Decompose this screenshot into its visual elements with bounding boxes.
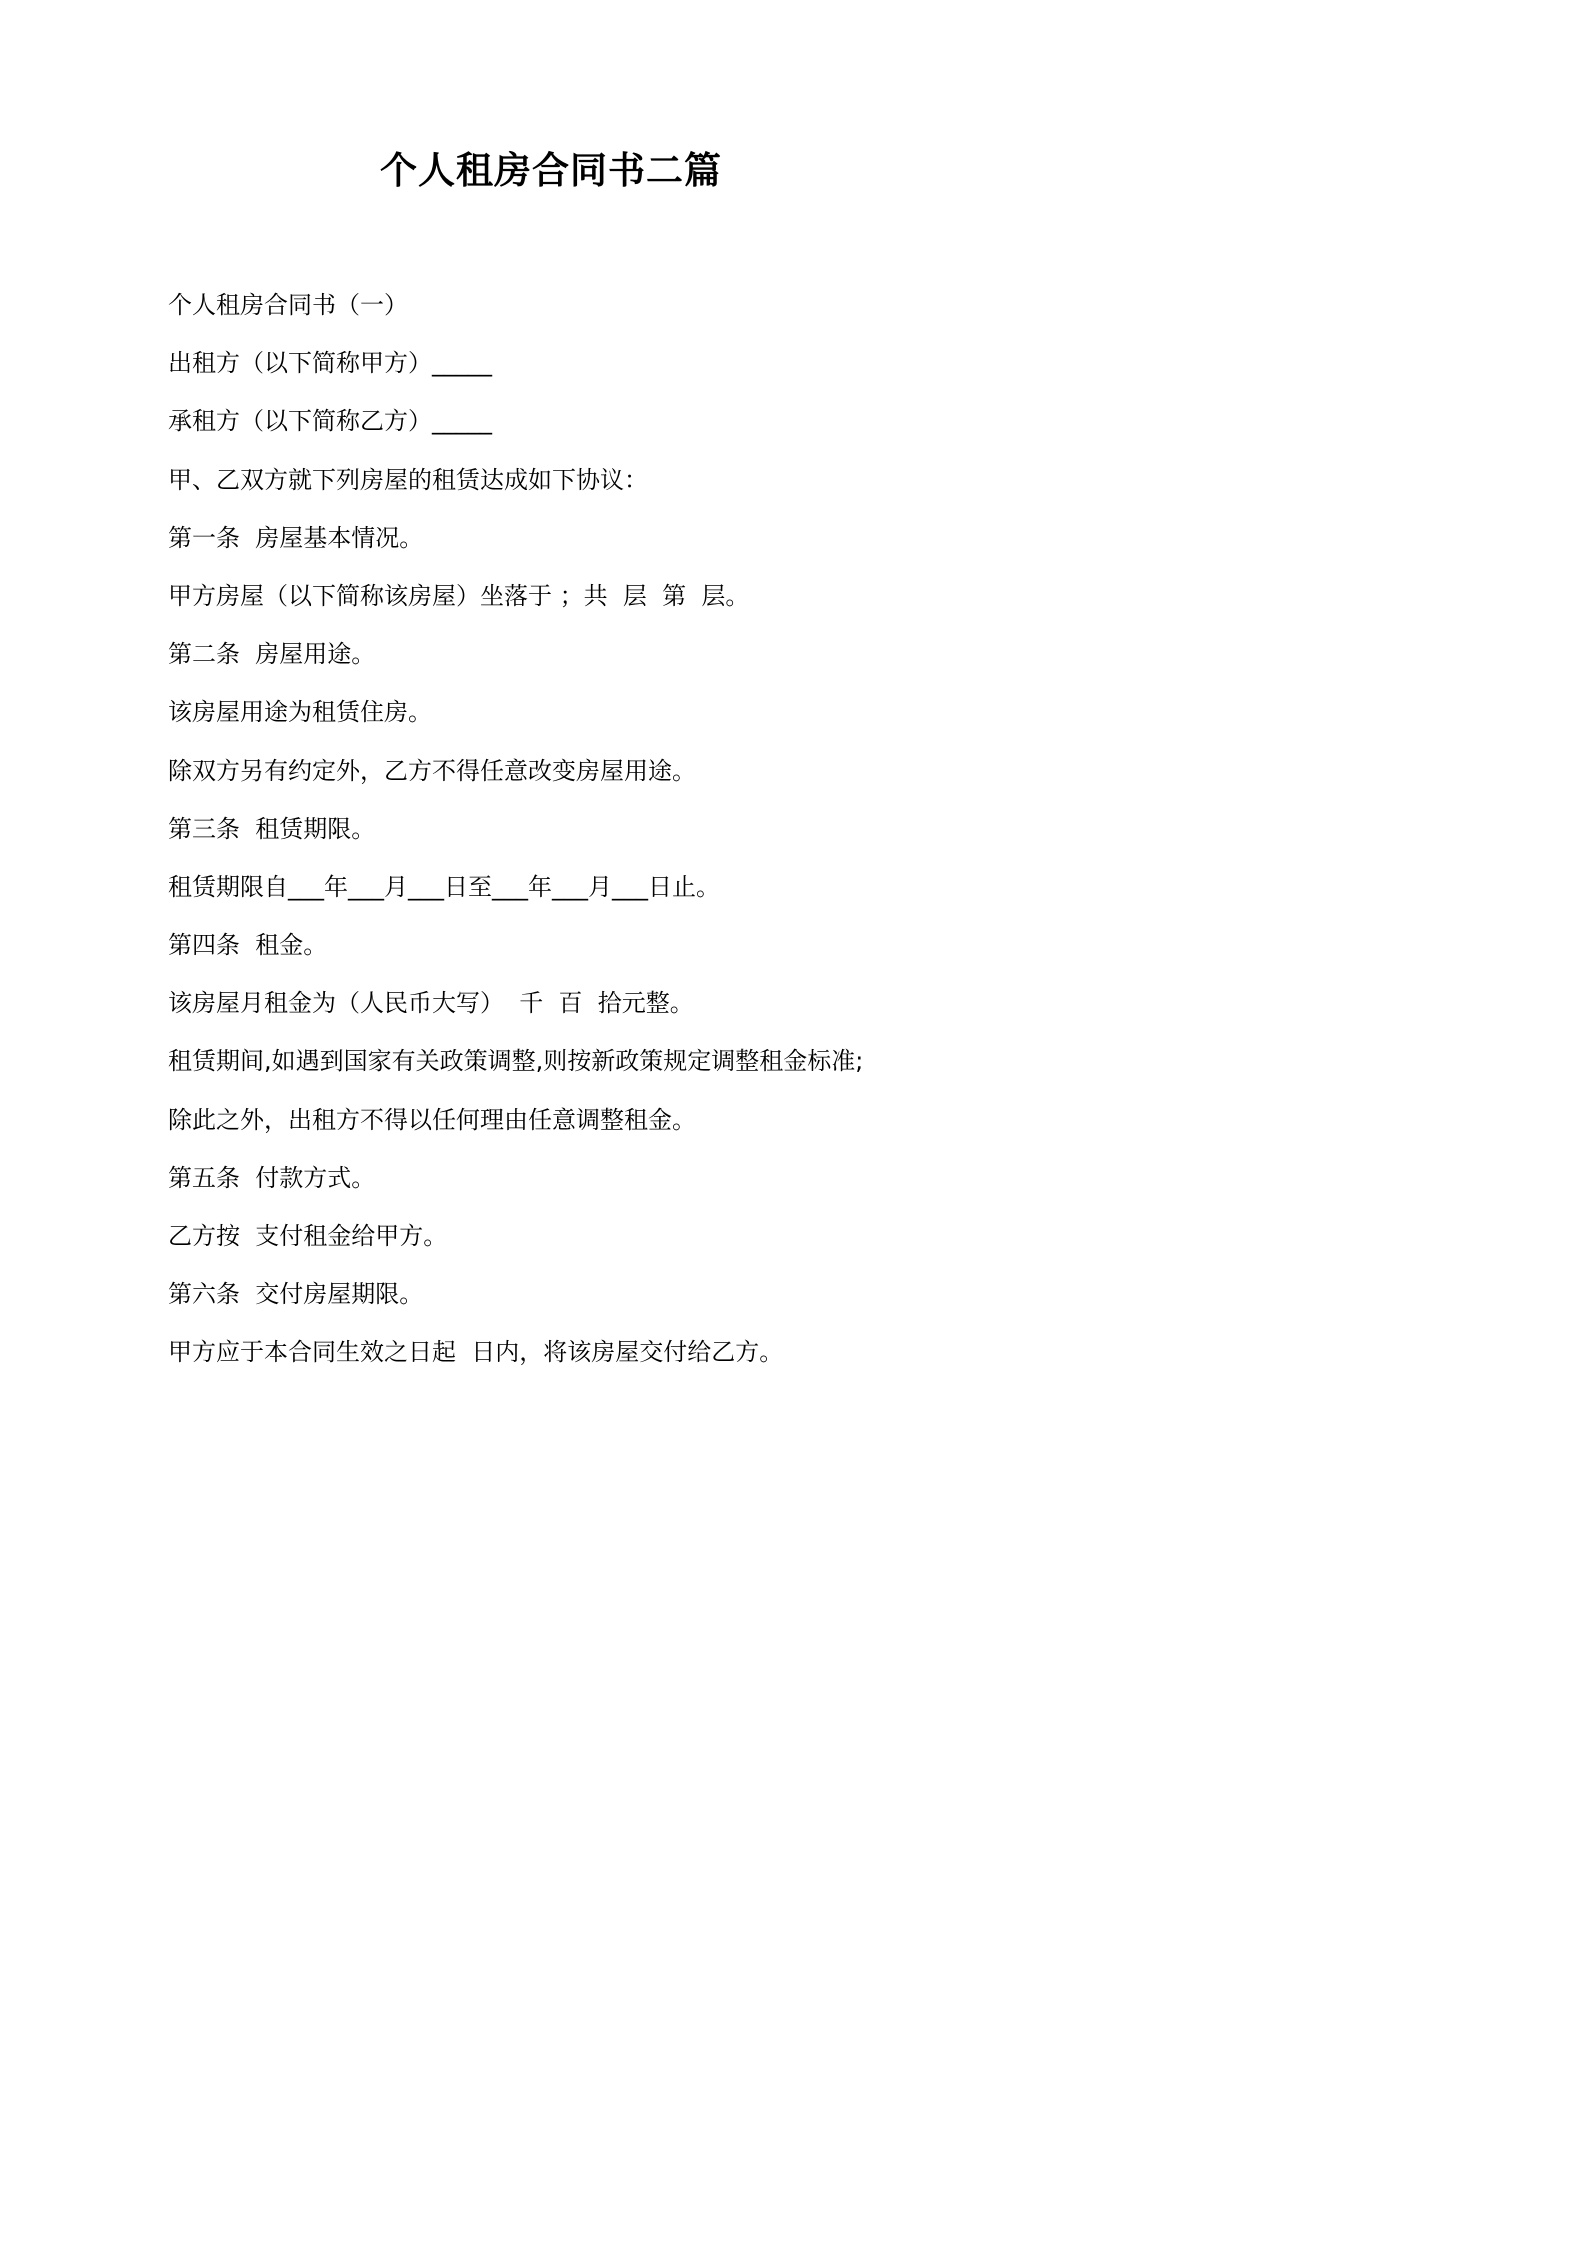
- article-4-text: 租赁期间,如遇到国家有关政策调整,则按新政策规定调整租金标准;: [168, 1047, 864, 1076]
- article-2-text: 该房屋用途为租赁住房。: [168, 698, 432, 727]
- article-4-text: 该房屋月租金为（人民币大写） 千 百 拾元整。: [168, 989, 694, 1018]
- lessee-line: 承租方（以下简称乙方）_____: [168, 407, 492, 436]
- article-6-text: 甲方应于本合同生效之日起 日内，将该房屋交付给乙方。: [168, 1338, 784, 1367]
- article-1-text: 甲方房屋（以下简称该房屋）坐落于 ；共 层 第 层。: [168, 581, 750, 610]
- article-3-text: 租赁期限自___年___月___日至___年___月___日止。: [168, 872, 720, 901]
- lessor-line: 出租方（以下简称甲方）_____: [168, 349, 492, 378]
- document-page: [0, 0, 1102, 1559]
- article-2-text: 除双方另有约定外，乙方不得任意改变房屋用途。: [168, 756, 696, 785]
- article-1-heading: 第一条 房屋基本情况。: [168, 523, 424, 552]
- article-4-text: 除此之外，出租方不得以任何理由任意调整租金。: [168, 1105, 696, 1134]
- document-body: [168, 285, 1048, 1391]
- article-5-text: 乙方按 支付租金给甲方。: [168, 1222, 448, 1250]
- article-5-heading: 第五条 付款方式。: [168, 1163, 376, 1192]
- section-heading: 个人租房合同书（一）: [168, 291, 408, 319]
- document-title: 个人租房合同书二篇: [380, 149, 722, 192]
- article-6-heading: 第六条 交付房屋期限。: [168, 1280, 424, 1309]
- agreement-intro: 甲、乙双方就下列房屋的租赁达成如下协议：: [168, 465, 648, 494]
- article-4-heading: 第四条 租金。: [168, 931, 328, 960]
- article-2-heading: 第二条 房屋用途。: [168, 640, 376, 669]
- article-3-heading: 第三条 租赁期限。: [168, 814, 376, 843]
